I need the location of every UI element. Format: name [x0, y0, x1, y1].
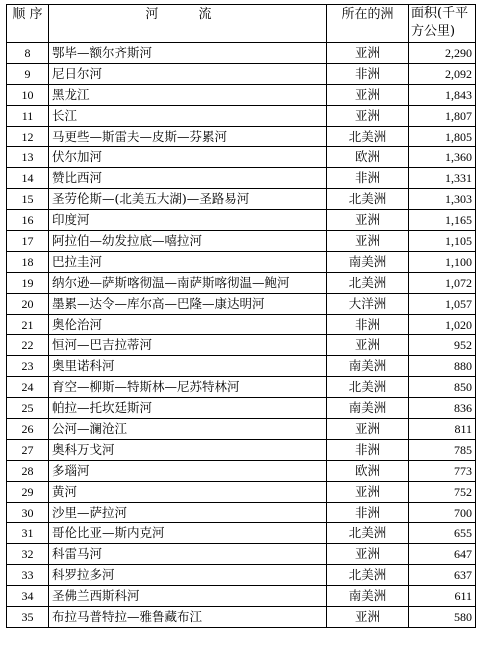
- cell-river: 恒河—巴吉拉蒂河: [49, 335, 327, 356]
- cell-river: 黄河: [49, 481, 327, 502]
- cell-river: 奥伦治河: [49, 314, 327, 335]
- cell-area: 811: [409, 419, 476, 440]
- table-row: [7, 272, 476, 293]
- table-row: [7, 419, 476, 440]
- table-row: [7, 84, 476, 105]
- cell-continent: 南美洲: [327, 251, 409, 272]
- cell-river: 黑龙江: [49, 84, 327, 105]
- cell-rank: 28: [7, 460, 49, 481]
- cell-area: 637: [409, 565, 476, 586]
- cell-river: 布拉马普特拉—雅鲁藏布江: [49, 607, 327, 628]
- cell-river: 哥伦比亚—斯内克河: [49, 523, 327, 544]
- table-row: [7, 63, 476, 84]
- cell-continent: 亚洲: [327, 607, 409, 628]
- cell-area: 1,843: [409, 84, 476, 105]
- table-row: [7, 335, 476, 356]
- cell-rank: 8: [7, 43, 49, 64]
- cell-area: 647: [409, 544, 476, 565]
- cell-area: 1,331: [409, 168, 476, 189]
- cell-continent: 亚洲: [327, 481, 409, 502]
- cell-rank: 15: [7, 189, 49, 210]
- cell-area: 1,020: [409, 314, 476, 335]
- cell-continent: 北美洲: [327, 189, 409, 210]
- cell-river: 科雷马河: [49, 544, 327, 565]
- cell-area: 1,100: [409, 251, 476, 272]
- table-row: [7, 147, 476, 168]
- cell-continent: 亚洲: [327, 231, 409, 252]
- cell-area: 1,057: [409, 293, 476, 314]
- cell-rank: 10: [7, 84, 49, 105]
- cell-river: 印度河: [49, 210, 327, 231]
- table-row: [7, 105, 476, 126]
- cell-rank: 23: [7, 356, 49, 377]
- cell-continent: 非洲: [327, 439, 409, 460]
- cell-rank: 24: [7, 377, 49, 398]
- cell-river: 马更些—斯雷夫—皮斯—芬累河: [49, 126, 327, 147]
- cell-area: 1,165: [409, 210, 476, 231]
- cell-continent: 北美洲: [327, 523, 409, 544]
- cell-river: 圣劳伦斯—(北美五大湖)—圣路易河: [49, 189, 327, 210]
- cell-rank: 25: [7, 398, 49, 419]
- cell-area: 773: [409, 460, 476, 481]
- cell-river: 圣佛兰西斯科河: [49, 586, 327, 607]
- cell-continent: 非洲: [327, 168, 409, 189]
- cell-area: 836: [409, 398, 476, 419]
- table-row: [7, 231, 476, 252]
- cell-continent: 非洲: [327, 63, 409, 84]
- cell-continent: 北美洲: [327, 565, 409, 586]
- cell-rank: 17: [7, 231, 49, 252]
- cell-rank: 33: [7, 565, 49, 586]
- cell-continent: 亚洲: [327, 105, 409, 126]
- cell-continent: 亚洲: [327, 544, 409, 565]
- cell-river: 沙里—萨拉河: [49, 502, 327, 523]
- table-row: [7, 293, 476, 314]
- cell-river: 赞比西河: [49, 168, 327, 189]
- cell-continent: 北美洲: [327, 272, 409, 293]
- cell-continent: 亚洲: [327, 419, 409, 440]
- cell-continent: 南美洲: [327, 586, 409, 607]
- cell-continent: 亚洲: [327, 335, 409, 356]
- table-row: [7, 398, 476, 419]
- cell-rank: 30: [7, 502, 49, 523]
- table-row: [7, 210, 476, 231]
- header-river: [49, 5, 327, 43]
- cell-continent: 非洲: [327, 314, 409, 335]
- cell-rank: 14: [7, 168, 49, 189]
- cell-area: 2,092: [409, 63, 476, 84]
- cell-area: 1,105: [409, 231, 476, 252]
- header-continent: 所在的洲: [327, 5, 409, 43]
- cell-area: 850: [409, 377, 476, 398]
- cell-continent: 亚洲: [327, 210, 409, 231]
- table-row: [7, 460, 476, 481]
- table-row: [7, 481, 476, 502]
- cell-area: 880: [409, 356, 476, 377]
- table-row: [7, 544, 476, 565]
- cell-continent: 大洋洲: [327, 293, 409, 314]
- cell-rank: 20: [7, 293, 49, 314]
- cell-rank: 29: [7, 481, 49, 502]
- cell-river: 纳尔逊—萨斯喀彻温—南萨斯喀彻温—鲍河: [49, 272, 327, 293]
- header-rank: 顺 序: [7, 5, 49, 43]
- cell-rank: 12: [7, 126, 49, 147]
- cell-continent: 亚洲: [327, 43, 409, 64]
- table-row: [7, 189, 476, 210]
- table-row: [7, 586, 476, 607]
- table-row: [7, 523, 476, 544]
- cell-area: 655: [409, 523, 476, 544]
- cell-area: 1,805: [409, 126, 476, 147]
- cell-river: 科罗拉多河: [49, 565, 327, 586]
- cell-river: 育空—柳斯—特斯林—尼苏特林河: [49, 377, 327, 398]
- cell-continent: 亚洲: [327, 84, 409, 105]
- cell-continent: 北美洲: [327, 126, 409, 147]
- cell-river: 墨累—达令—库尔高—巴隆—康达明河: [49, 293, 327, 314]
- cell-area: 2,290: [409, 43, 476, 64]
- header-area: 面积(千平方公里): [409, 5, 476, 43]
- table-row: [7, 126, 476, 147]
- cell-rank: 22: [7, 335, 49, 356]
- cell-river: 奥科万戈河: [49, 439, 327, 460]
- cell-area: 1,360: [409, 147, 476, 168]
- table-row: [7, 565, 476, 586]
- table-row: [7, 377, 476, 398]
- cell-river: 公河—澜沧江: [49, 419, 327, 440]
- table-body: [7, 43, 476, 628]
- table-row: [7, 43, 476, 64]
- cell-area: 580: [409, 607, 476, 628]
- cell-area: 785: [409, 439, 476, 460]
- cell-area: 1,807: [409, 105, 476, 126]
- cell-river: 帕拉—托坎廷斯河: [49, 398, 327, 419]
- header-river-label: 河 流: [145, 7, 230, 22]
- cell-river: 奥里诺科河: [49, 356, 327, 377]
- cell-area: 1,303: [409, 189, 476, 210]
- cell-area: 611: [409, 586, 476, 607]
- cell-rank: 11: [7, 105, 49, 126]
- river-area-table-page: [6, 4, 476, 628]
- cell-river: 伏尔加河: [49, 147, 327, 168]
- cell-rank: 18: [7, 251, 49, 272]
- cell-continent: 欧洲: [327, 460, 409, 481]
- cell-rank: 32: [7, 544, 49, 565]
- table-row: [7, 168, 476, 189]
- cell-rank: 13: [7, 147, 49, 168]
- table-row: [7, 607, 476, 628]
- table-row: [7, 502, 476, 523]
- table-row: [7, 356, 476, 377]
- cell-river: 多瑙河: [49, 460, 327, 481]
- cell-river: 尼日尔河: [49, 63, 327, 84]
- cell-continent: 欧洲: [327, 147, 409, 168]
- cell-river: 鄂毕—额尔齐斯河: [49, 43, 327, 64]
- table-header: [7, 5, 476, 43]
- river-area-table: [6, 4, 476, 628]
- table-row: [7, 251, 476, 272]
- cell-continent: 非洲: [327, 502, 409, 523]
- table-row: [7, 314, 476, 335]
- header-row: [7, 5, 476, 43]
- cell-river: 长江: [49, 105, 327, 126]
- cell-rank: 34: [7, 586, 49, 607]
- cell-continent: 南美洲: [327, 356, 409, 377]
- cell-area: 700: [409, 502, 476, 523]
- cell-rank: 27: [7, 439, 49, 460]
- cell-river: 阿拉伯—幼发拉底—嘻拉河: [49, 231, 327, 252]
- cell-rank: 35: [7, 607, 49, 628]
- cell-area: 952: [409, 335, 476, 356]
- cell-rank: 9: [7, 63, 49, 84]
- cell-continent: 北美洲: [327, 377, 409, 398]
- cell-rank: 21: [7, 314, 49, 335]
- cell-area: 752: [409, 481, 476, 502]
- cell-rank: 26: [7, 419, 49, 440]
- cell-area: 1,072: [409, 272, 476, 293]
- table-row: [7, 439, 476, 460]
- cell-rank: 19: [7, 272, 49, 293]
- cell-continent: 南美洲: [327, 398, 409, 419]
- cell-rank: 31: [7, 523, 49, 544]
- cell-river: 巴拉圭河: [49, 251, 327, 272]
- cell-rank: 16: [7, 210, 49, 231]
